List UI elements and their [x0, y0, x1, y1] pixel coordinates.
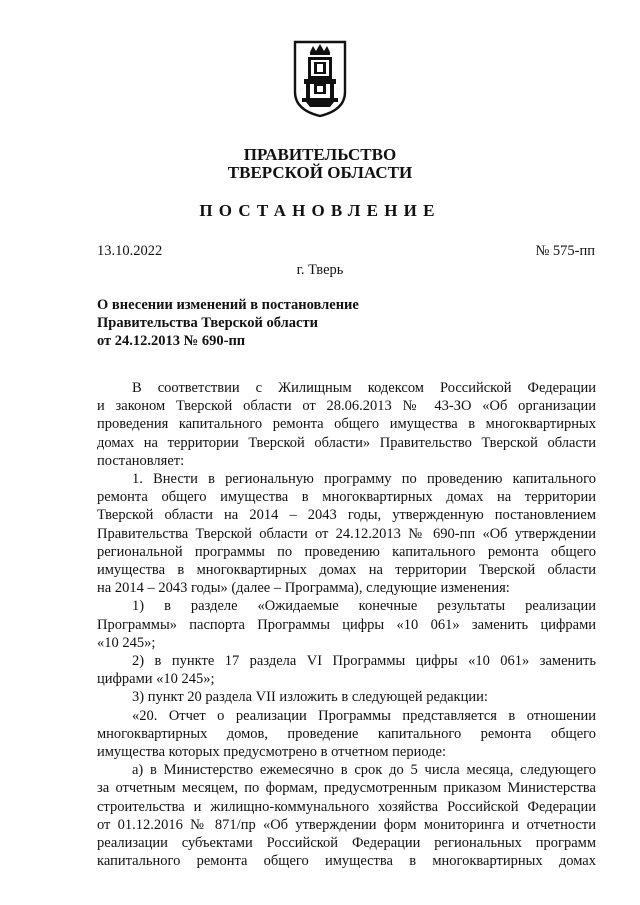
organization-name-line-2: ТВЕРСКОЙ ОБЛАСТИ	[227, 163, 413, 182]
body-line: имущества которых предусмотрено в отчетном периоде:	[97, 744, 446, 761]
body-line: капитального ремонта общего имущества в многоквартирных домах	[97, 853, 596, 870]
document-number: № 575-пп	[535, 243, 595, 259]
body-line: за отчетным месяцем, по формам, предусмотренным приказом Министерства	[97, 780, 596, 797]
body-line: и законом Тверской области от 28.06.2013 № 43-ЗО «Об организации	[97, 398, 596, 415]
document-subject	[97, 296, 397, 350]
body-line: Программы» паспорта Программы цифры «10 061» заменить цифрами	[97, 616, 596, 633]
body-line: на 2014 – 2043 годы» (далее – Программа), следующие изменения:	[97, 580, 510, 597]
body-line: реализации субъектами Российской Федерации региональных программ	[97, 835, 596, 852]
body-line: 1. Внести в региональную программу по проведению капитального	[132, 471, 596, 488]
subject-line: от 24.12.2013 № 690-пп	[97, 333, 246, 349]
body-line: домах на территории Тверской области» Правительство Тверской области	[97, 434, 596, 451]
body-line: от 01.12.2016 № 871/пр «Об утверждении форм мониторинга и отчетности	[97, 816, 596, 833]
tver-coat-of-arms-emblem	[292, 40, 348, 118]
document-type-title: ПОСТАНОВЛЕНИЕ	[199, 201, 441, 220]
body-line: региональной программы по проведению капитального ремонта общего	[97, 543, 596, 560]
body-line: 2) в пункте 17 раздела VI Программы цифры «10 061» заменить	[132, 653, 596, 670]
body-line: «10 245»;	[97, 634, 156, 651]
subject-line: О внесении изменений в постановление	[97, 297, 359, 313]
body-line: 1) в разделе «Ожидаемые конечные результаты реализации	[132, 598, 596, 615]
body-line: Правительства Тверской области от 24.12.2013 № 690-пп «Об утверждении	[97, 525, 596, 542]
body-line: Тверской области на 2014 – 2043 годы, утвержденную постановлением	[97, 507, 596, 524]
subject-line: Правительства Тверской области	[97, 315, 318, 331]
body-line: цифрами «10 245»;	[97, 671, 215, 688]
body-line: 3) пункт 20 раздела VII изложить в следующей редакции:	[132, 689, 488, 706]
body-line: строительства и жилищно-коммунального хозяйства Российской Федерации	[97, 798, 596, 815]
organization-name-line-1: ПРАВИТЕЛЬСТВО	[243, 145, 397, 164]
body-line: «20. Отчет о реализации Программы представляется в отношении	[132, 707, 596, 724]
document-city: г. Тверь	[296, 262, 344, 278]
body-line: а) в Министерство ежемесячно в срок до 5 числа месяца, следующего	[132, 762, 596, 779]
body-line: В соответствии с Жилищным кодексом Российской Федерации	[132, 380, 596, 396]
body-line: многоквартирных домов, проведение капитального ремонта общего	[97, 725, 596, 742]
body-line: постановляет:	[97, 452, 185, 469]
document-date: 13.10.2022	[97, 243, 163, 259]
document-body	[97, 379, 596, 870]
body-line: проведения капитального ремонта общего имущества в многоквартирных	[97, 416, 596, 433]
body-line: ремонта общего имущества в многоквартирных домах на территории	[97, 489, 596, 506]
body-line: имущества в многоквартирных домах на территории Тверской области	[97, 562, 596, 579]
